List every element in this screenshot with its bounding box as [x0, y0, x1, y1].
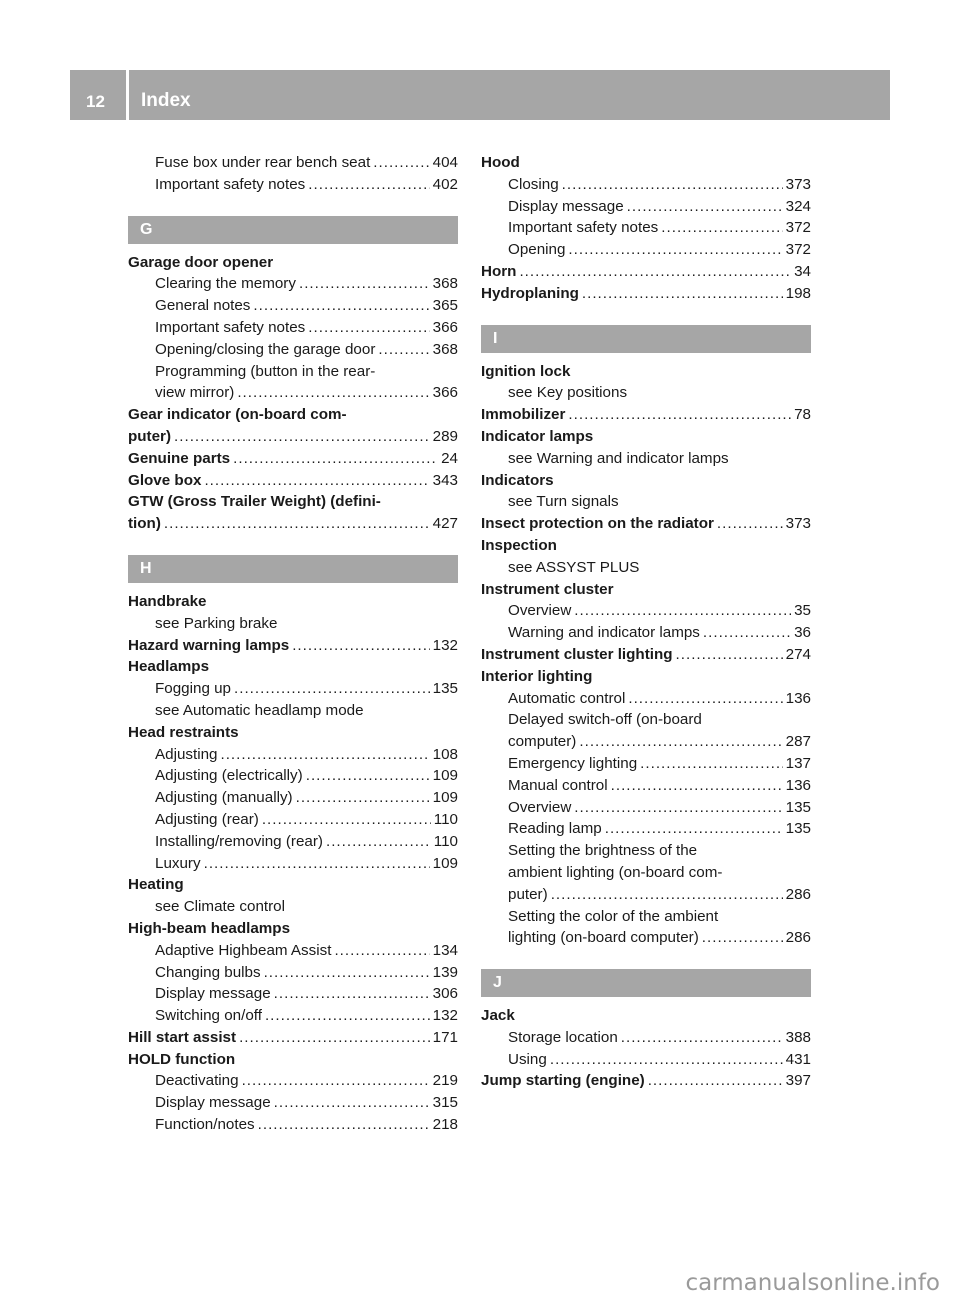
index-subentry[interactable]: [128, 678, 458, 700]
entry-text: Setting the color of the ambient: [508, 907, 719, 925]
entry-text: Important safety notes: [155, 318, 306, 336]
index-subentry[interactable]: [481, 622, 811, 644]
page-reference[interactable]: 372: [785, 241, 811, 259]
entry-text: Changing bulbs: [155, 963, 261, 981]
entry-text: Adaptive Highbeam Assist: [155, 941, 332, 959]
entry-text: Hydroplaning: [481, 284, 579, 302]
dot-leader: [648, 1070, 783, 1092]
entry-text: view mirror): [155, 384, 235, 402]
page-reference[interactable]: 402: [432, 175, 458, 193]
dot-leader: [292, 635, 429, 657]
index-letter-header: H: [128, 555, 458, 583]
index-subentry: [128, 613, 458, 635]
index-subentry[interactable]: [481, 688, 811, 710]
page-reference[interactable]: 35: [794, 602, 811, 620]
dot-leader: [582, 283, 783, 305]
dot-leader: [274, 983, 430, 1005]
index-entry: [481, 426, 811, 448]
entry-text: computer): [508, 733, 577, 751]
index-subentry[interactable]: [128, 295, 458, 317]
entry-text: see Turn signals: [508, 493, 619, 511]
entry-text: Glove box: [128, 471, 202, 489]
index-entry: [128, 874, 458, 896]
dot-leader: [568, 239, 782, 261]
index-entry[interactable]: [128, 448, 458, 470]
index-subentry[interactable]: [128, 765, 458, 787]
entry-text: Important safety notes: [155, 175, 306, 193]
entry-text: General notes: [155, 297, 251, 315]
page-reference[interactable]: 404: [432, 154, 458, 171]
dot-leader: [220, 744, 429, 766]
index-subentry: [128, 896, 458, 918]
dot-leader: [661, 217, 782, 239]
index-entry: [128, 591, 458, 613]
dot-leader: [242, 1070, 430, 1092]
index-subentry: [481, 382, 811, 404]
index-subentry: [481, 906, 811, 928]
index-entry: [481, 579, 811, 601]
page-reference[interactable]: 306: [432, 985, 458, 1003]
index-entry: [128, 918, 458, 940]
index-entry: [128, 252, 458, 274]
entry-text: Indicator lamps: [481, 427, 594, 445]
entry-text: see ASSYST PLUS: [508, 558, 640, 576]
page-reference[interactable]: 218: [432, 1116, 458, 1134]
index-entry[interactable]: [128, 470, 458, 492]
dot-leader: [627, 196, 783, 218]
dot-leader: [164, 513, 430, 535]
index-entry[interactable]: [128, 426, 458, 448]
index-subentry[interactable]: [481, 1049, 811, 1071]
index-letter-header: G: [128, 216, 458, 244]
index-subentry[interactable]: [128, 382, 458, 404]
entry-text: Deactivating: [155, 1072, 239, 1090]
entry-text: Warning and indicator lamps: [508, 624, 700, 642]
dot-leader: [605, 818, 783, 840]
index-subentry: [128, 361, 458, 383]
index-subentry[interactable]: [128, 962, 458, 984]
page-title: Index: [141, 90, 191, 111]
entry-text: ambient lighting (on-board com-: [508, 863, 723, 881]
page-reference[interactable]: 171: [432, 1028, 458, 1046]
index-subentry[interactable]: [128, 744, 458, 766]
index-subentry[interactable]: [481, 775, 811, 797]
dot-leader: [717, 513, 783, 535]
page-reference[interactable]: 109: [432, 854, 458, 872]
index-entry[interactable]: [128, 1027, 458, 1049]
entry-text: see Climate control: [155, 898, 285, 916]
page-reference[interactable]: 135: [432, 680, 458, 698]
index-entry: [128, 722, 458, 744]
dot-leader: [621, 1027, 783, 1049]
entry-text: Immobilizer: [481, 406, 566, 424]
page-reference[interactable]: 135: [785, 820, 811, 838]
dot-leader: [702, 927, 783, 949]
entry-text: Hazard warning lamps: [128, 636, 290, 654]
entry-text: Manual control: [508, 776, 608, 794]
index-subentry[interactable]: [481, 884, 811, 906]
index-subentry[interactable]: [481, 217, 811, 239]
page-reference[interactable]: 315: [432, 1094, 458, 1112]
index-column-left: [128, 152, 458, 1136]
entry-text: Overview: [508, 602, 572, 620]
index-subentry[interactable]: [481, 927, 811, 949]
entry-text: Opening/closing the garage door: [155, 340, 376, 358]
index-entry[interactable]: [481, 1070, 811, 1092]
index-subentry[interactable]: [128, 1092, 458, 1114]
dot-leader: [568, 404, 791, 426]
entry-text: tion): [128, 515, 161, 533]
entry-text: Switching on/off: [155, 1007, 262, 1025]
index-subentry[interactable]: [128, 983, 458, 1005]
index-subentry[interactable]: [481, 1027, 811, 1049]
dot-leader: [253, 295, 429, 317]
entry-text: Adjusting (electrically): [155, 767, 303, 785]
entry-text: see Key positions: [508, 384, 628, 402]
entry-text: Adjusting (rear): [155, 810, 259, 828]
index-subentry: [481, 862, 811, 884]
dot-leader: [258, 1114, 430, 1136]
entry-text: Hood: [481, 154, 520, 171]
page-reference[interactable]: 368: [432, 275, 458, 293]
index-subentry: [128, 700, 458, 722]
index-subentry[interactable]: [128, 940, 458, 962]
index-entry: [481, 1005, 811, 1027]
index-subentry[interactable]: [128, 317, 458, 339]
entry-text: puter): [128, 427, 172, 445]
index-entry[interactable]: [481, 644, 811, 666]
page-reference[interactable]: 136: [785, 776, 811, 794]
dot-leader: [308, 317, 429, 339]
dot-leader: [274, 1092, 430, 1114]
entry-text: Programming (button in the rear-: [155, 362, 376, 380]
dot-leader: [204, 853, 430, 875]
page-reference[interactable]: 139: [432, 963, 458, 981]
page-reference[interactable]: 132: [432, 1007, 458, 1025]
entry-text: High-beam headlamps: [128, 919, 291, 937]
page-reference[interactable]: 24: [441, 449, 458, 467]
index-subentry: [481, 709, 811, 731]
entry-text: Important safety notes: [508, 219, 659, 237]
entry-text: Headlamps: [128, 658, 210, 676]
index-subentry[interactable]: [128, 1070, 458, 1092]
index-entry: [481, 361, 811, 383]
index-entry: [128, 656, 458, 678]
dot-leader: [262, 809, 431, 831]
dot-leader: [174, 426, 430, 448]
page-reference[interactable]: 108: [432, 745, 458, 763]
index-subentry: [481, 840, 811, 862]
watermark: carmanualsonline.info: [685, 1270, 940, 1296]
page-reference[interactable]: 219: [432, 1072, 458, 1090]
dot-leader: [574, 600, 791, 622]
dot-leader: [326, 831, 431, 853]
index-subentry[interactable]: [481, 731, 811, 753]
dot-leader: [579, 731, 782, 753]
page-reference[interactable]: 36: [794, 624, 811, 642]
page-reference[interactable]: 134: [432, 941, 458, 959]
entry-text: Heating: [128, 876, 184, 894]
page-number: 12: [86, 92, 105, 111]
index-subentry[interactable]: [128, 853, 458, 875]
dot-leader: [550, 1049, 783, 1071]
page-reference[interactable]: 110: [433, 832, 458, 850]
page-reference[interactable]: 110: [433, 810, 458, 828]
entry-text: Using: [508, 1050, 547, 1068]
index-entry: [128, 404, 458, 426]
index-subentry[interactable]: [481, 600, 811, 622]
index-entry: [481, 535, 811, 557]
page-reference[interactable]: 136: [785, 689, 811, 707]
entry-text: Garage door opener: [128, 253, 274, 271]
dot-leader: [299, 273, 430, 295]
page-reference[interactable]: 78: [794, 406, 811, 424]
dot-leader: [628, 688, 782, 710]
entry-text: Installing/removing (rear): [155, 832, 323, 850]
index-entry[interactable]: [481, 261, 811, 283]
entry-text: Indicators: [481, 471, 554, 489]
entry-text: Overview: [508, 798, 572, 816]
index-entry[interactable]: [481, 283, 811, 305]
page-reference[interactable]: 109: [432, 789, 458, 807]
page-reference[interactable]: 373: [785, 175, 811, 193]
index-subentry[interactable]: [128, 273, 458, 295]
index-subentry[interactable]: [481, 818, 811, 840]
index-entry: [128, 491, 458, 513]
entry-text: Display message: [508, 197, 624, 215]
index-subentry[interactable]: [481, 797, 811, 819]
dot-leader: [611, 775, 783, 797]
entry-text: Horn: [481, 262, 517, 280]
dot-leader: [204, 470, 429, 492]
entry-text: Display message: [155, 985, 271, 1003]
dot-leader: [703, 622, 791, 644]
dot-leader: [334, 940, 429, 962]
index-column-right: [481, 152, 811, 1092]
entry-text: Luxury: [155, 854, 201, 872]
dot-leader: [551, 884, 783, 906]
entry-text: Function/notes: [155, 1116, 255, 1134]
entry-text: Storage location: [508, 1028, 618, 1046]
index-letter-header: J: [481, 969, 811, 997]
page-reference[interactable]: 427: [432, 515, 458, 533]
dot-leader: [373, 152, 429, 174]
index-subentry[interactable]: [128, 152, 458, 174]
page-reference[interactable]: 109: [432, 767, 458, 785]
entry-text: see Parking brake: [155, 614, 278, 632]
index-entry[interactable]: [481, 404, 811, 426]
index-subentry[interactable]: [128, 1005, 458, 1027]
index-subentry[interactable]: [128, 787, 458, 809]
entry-text: Instrument cluster: [481, 580, 614, 598]
index-subentry[interactable]: [128, 809, 458, 831]
index-entry: [481, 666, 811, 688]
entry-text: Hill start assist: [128, 1028, 237, 1046]
entry-text: Jack: [481, 1007, 515, 1025]
index-subentry[interactable]: [128, 831, 458, 853]
dot-leader: [676, 644, 783, 666]
entry-text: Genuine parts: [128, 449, 231, 467]
entry-text: Fuse box under rear bench seat: [155, 154, 371, 171]
entry-text: Automatic control: [508, 689, 626, 707]
dot-leader: [237, 382, 429, 404]
entry-text: Adjusting: [155, 745, 218, 763]
header-bar: [70, 70, 890, 120]
index-subentry[interactable]: [481, 174, 811, 196]
page-reference[interactable]: 286: [785, 929, 811, 947]
entry-text: Closing: [508, 175, 559, 193]
page-reference[interactable]: 368: [432, 340, 458, 358]
page-reference[interactable]: 286: [785, 885, 811, 903]
entry-text: Handbrake: [128, 592, 207, 610]
entry-text: Reading lamp: [508, 820, 602, 838]
index-letter-header: I: [481, 325, 811, 353]
page-reference[interactable]: 388: [785, 1028, 811, 1046]
dot-leader: [234, 678, 430, 700]
dot-leader: [562, 174, 783, 196]
entry-text: Gear indicator (on-board com-: [128, 406, 347, 424]
dot-leader: [306, 765, 430, 787]
entry-text: Emergency lighting: [508, 754, 638, 772]
entry-text: Adjusting (manually): [155, 789, 293, 807]
dot-leader: [265, 1005, 430, 1027]
entry-text: Instrument cluster lighting: [481, 645, 673, 663]
entry-text: puter): [508, 885, 548, 903]
index-subentry[interactable]: [128, 174, 458, 196]
page-reference[interactable]: 324: [785, 197, 811, 215]
page-reference[interactable]: 431: [785, 1050, 811, 1068]
dot-leader: [308, 174, 429, 196]
entry-text: Display message: [155, 1094, 271, 1112]
page-reference[interactable]: 287: [785, 733, 811, 751]
entry-text: HOLD function: [128, 1050, 236, 1068]
entry-text: Jump starting (engine): [481, 1072, 645, 1090]
header-divider: [126, 70, 129, 120]
page-reference[interactable]: 289: [432, 427, 458, 445]
index-subentry: [481, 557, 811, 579]
index-subentry[interactable]: [481, 196, 811, 218]
entry-text: Interior lighting: [481, 667, 593, 685]
dot-leader: [378, 339, 429, 361]
dot-leader: [233, 448, 438, 470]
page-reference[interactable]: 372: [785, 219, 811, 237]
page-reference[interactable]: 135: [785, 798, 811, 816]
index-subentry[interactable]: [128, 1114, 458, 1136]
page-reference[interactable]: 366: [432, 384, 458, 402]
entry-text: see Automatic headlamp mode: [155, 701, 364, 719]
page-reference[interactable]: 198: [785, 284, 811, 302]
entry-text: lighting (on-board computer): [508, 929, 699, 947]
index-subentry[interactable]: [481, 753, 811, 775]
entry-text: see Warning and indicator lamps: [508, 449, 729, 467]
page-reference[interactable]: 274: [785, 645, 811, 663]
page-reference[interactable]: 343: [432, 471, 458, 489]
page-reference[interactable]: 366: [432, 318, 458, 336]
index-subentry: [481, 448, 811, 470]
index-subentry[interactable]: [128, 339, 458, 361]
index-entry[interactable]: [128, 635, 458, 657]
entry-text: Head restraints: [128, 723, 239, 741]
page-reference[interactable]: 365: [432, 297, 458, 315]
entry-text: Ignition lock: [481, 362, 571, 380]
index-entry: [128, 1049, 458, 1071]
page-reference[interactable]: 137: [785, 754, 811, 772]
page-reference[interactable]: 34: [794, 262, 811, 280]
page-reference[interactable]: 397: [785, 1072, 811, 1090]
index-entry[interactable]: [481, 513, 811, 535]
index-entry[interactable]: [128, 513, 458, 535]
dot-leader: [574, 797, 782, 819]
entry-text: Opening: [508, 241, 566, 259]
page-reference[interactable]: 132: [432, 636, 458, 654]
index-entry: [481, 152, 811, 174]
dot-leader: [296, 787, 430, 809]
entry-text: Inspection: [481, 536, 557, 554]
index-subentry[interactable]: [481, 239, 811, 261]
page-reference[interactable]: 373: [785, 515, 811, 533]
entry-text: Delayed switch-off (on-board: [508, 711, 702, 729]
entry-text: GTW (Gross Trailer Weight) (defini-: [128, 493, 381, 511]
entry-text: Setting the brightness of the: [508, 842, 698, 860]
index-entry: [481, 470, 811, 492]
entry-text: Clearing the memory: [155, 275, 296, 293]
entry-text: Fogging up: [155, 680, 231, 698]
dot-leader: [640, 753, 782, 775]
dot-leader: [264, 962, 430, 984]
entry-text: Insect protection on the radiator: [481, 515, 714, 533]
dot-leader: [239, 1027, 430, 1049]
index-subentry: [481, 491, 811, 513]
dot-leader: [519, 261, 791, 283]
